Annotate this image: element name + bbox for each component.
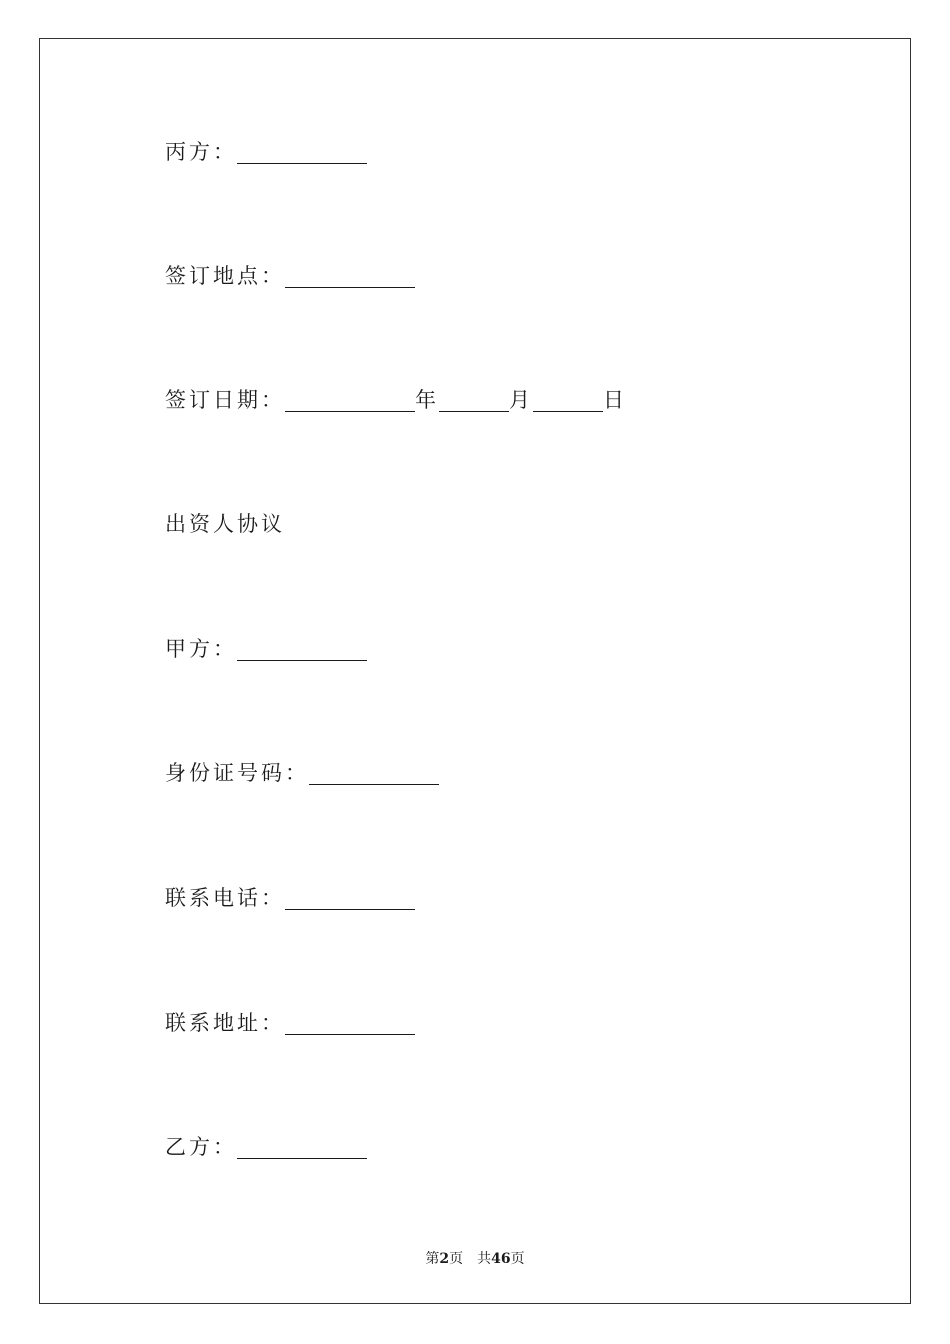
total-pages: 46 (491, 1251, 511, 1267)
page-border (39, 38, 911, 1304)
sign-date-month-unit: 月 (509, 388, 533, 412)
page-suffix: 页 (449, 1251, 464, 1267)
agreement-title: 出资人协议 (165, 512, 285, 536)
phone-label: 联系电话： (165, 886, 285, 910)
phone-line (165, 883, 415, 913)
sign-date-day-blank[interactable] (533, 389, 603, 412)
page-footer (0, 1248, 950, 1268)
page-number: 2 (439, 1251, 450, 1267)
sign-place-label: 签订地点： (165, 264, 285, 288)
sign-date-line (165, 385, 627, 415)
id-number-line (165, 758, 439, 788)
address-blank[interactable] (285, 1012, 415, 1035)
sign-date-month-blank[interactable] (439, 389, 509, 412)
sign-date-label: 签订日期： (165, 388, 285, 412)
party-b-line (165, 1132, 367, 1162)
sign-place-blank[interactable] (285, 265, 415, 288)
party-b-blank[interactable] (237, 1136, 367, 1159)
party-a-label: 甲方： (165, 637, 237, 661)
party-c-blank[interactable] (237, 141, 367, 164)
address-line (165, 1008, 415, 1038)
id-number-label: 身份证号码： (165, 761, 309, 785)
party-c-line (165, 137, 367, 167)
party-a-blank[interactable] (237, 638, 367, 661)
party-c-label: 丙方： (165, 140, 237, 164)
agreement-title-line (165, 509, 285, 539)
sign-date-year-blank[interactable] (285, 389, 415, 412)
page-prefix: 第 (425, 1251, 440, 1267)
phone-blank[interactable] (285, 887, 415, 910)
total-suffix: 页 (510, 1251, 525, 1267)
party-b-label: 乙方： (165, 1135, 237, 1159)
total-prefix: 共 (477, 1251, 492, 1267)
party-a-line (165, 634, 367, 664)
address-label: 联系地址： (165, 1011, 285, 1035)
id-number-blank[interactable] (309, 762, 439, 785)
sign-place-line (165, 261, 415, 291)
sign-date-year-unit: 年 (415, 388, 439, 412)
sign-date-day-unit: 日 (603, 388, 627, 412)
